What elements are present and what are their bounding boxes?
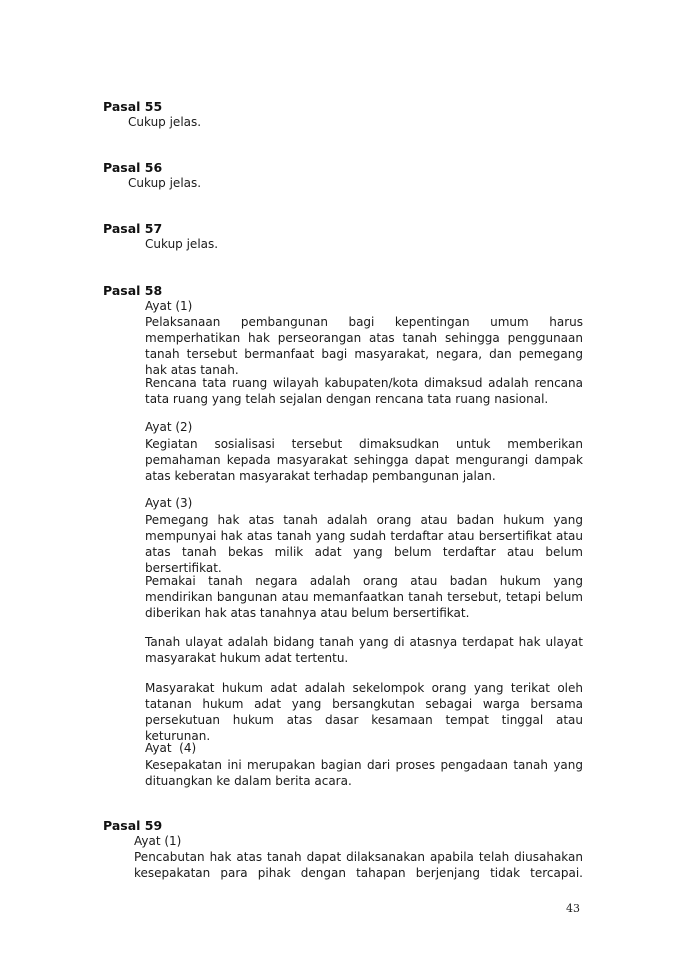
pasal-55-heading: Pasal 55 [103, 99, 163, 114]
pasal-59-ayat-1-para-1: Pencabutan hak atas tanah dapat dilaksanakan apabila telah diusahakan kesepakatan para pihak dengan tahapan berjenjang tidak tercapai. [134, 850, 583, 880]
pasal-57-heading: Pasal 57 [103, 221, 163, 236]
pasal-55-body: Cukup jelas. [128, 115, 202, 129]
pasal-58-ayat-3-para-2: Pemakai tanah negara adalah orang atau badan hukum yang mendirikan bangunan atau memanfaatkan tanah tersebut, tetapi belum diberikan hak atas tanahnya atau belum bersertifikat. [145, 574, 583, 620]
pasal-58-ayat-4-para-1: Kesepakatan ini merupakan bagian dari proses pengadaan tanah yang dituangkan ke dalam berita acara. [145, 758, 583, 788]
pasal-58-ayat-3-para-4: Masyarakat hukum adat adalah sekelompok orang yang terikat oleh tatanan hukum adat yang bersangkutan sebagai warga bersama persekutuan hukum atas dasar kesamaan tempat tinggal atau keturunan. [145, 681, 583, 743]
pasal-58-ayat-1-para-1: Pelaksanaan pembangunan bagi kepentingan umum harus memperhatikan hak perseorangan atas tanah sehingga penggunaan tanah tersebut bermanfaat bagi masyarakat, negara, dan pemegang hak atas tanah. [145, 315, 583, 377]
pasal-59-ayat-1-label: Ayat (1) [134, 834, 182, 848]
pasal-58-ayat-1-label: Ayat (1) [145, 299, 193, 313]
pasal-58-heading: Pasal 58 [103, 283, 163, 298]
pasal-58-ayat-4-label: Ayat (4) [145, 741, 197, 755]
page-number: 43 [566, 902, 580, 915]
pasal-56-heading: Pasal 56 [103, 160, 163, 175]
pasal-59-heading: Pasal 59 [103, 818, 163, 833]
pasal-57-body: Cukup jelas. [145, 237, 219, 251]
pasal-58-ayat-3-para-1: Pemegang hak atas tanah adalah orang atau badan hukum yang mempunyai hak atas tanah yang sudah terdaftar atau bersertifikat atau atas tanah bekas milik adat yang belum terdaftar atau belum bersertifikat. [145, 513, 583, 575]
pasal-58-ayat-2-para-1: Kegiatan sosialisasi tersebut dimaksudkan untuk memberikan pemahaman kepada masyarakat sehingga dapat mengurangi dampak atas keberatan masyarakat terhadap pembangunan jalan. [145, 437, 583, 483]
pasal-56-body: Cukup jelas. [128, 176, 202, 190]
pasal-58-ayat-1-para-2: Rencana tata ruang wilayah kabupaten/kota dimaksud adalah rencana tata ruang yang telah sejalan dengan rencana tata ruang nasional. [145, 376, 583, 406]
pasal-58-ayat-3-label: Ayat (3) [145, 496, 193, 510]
pasal-58-ayat-2-label: Ayat (2) [145, 420, 193, 434]
pasal-58-ayat-3-para-3: Tanah ulayat adalah bidang tanah yang di atasnya terdapat hak ulayat masyarakat hukum adat tertentu. [145, 635, 583, 665]
